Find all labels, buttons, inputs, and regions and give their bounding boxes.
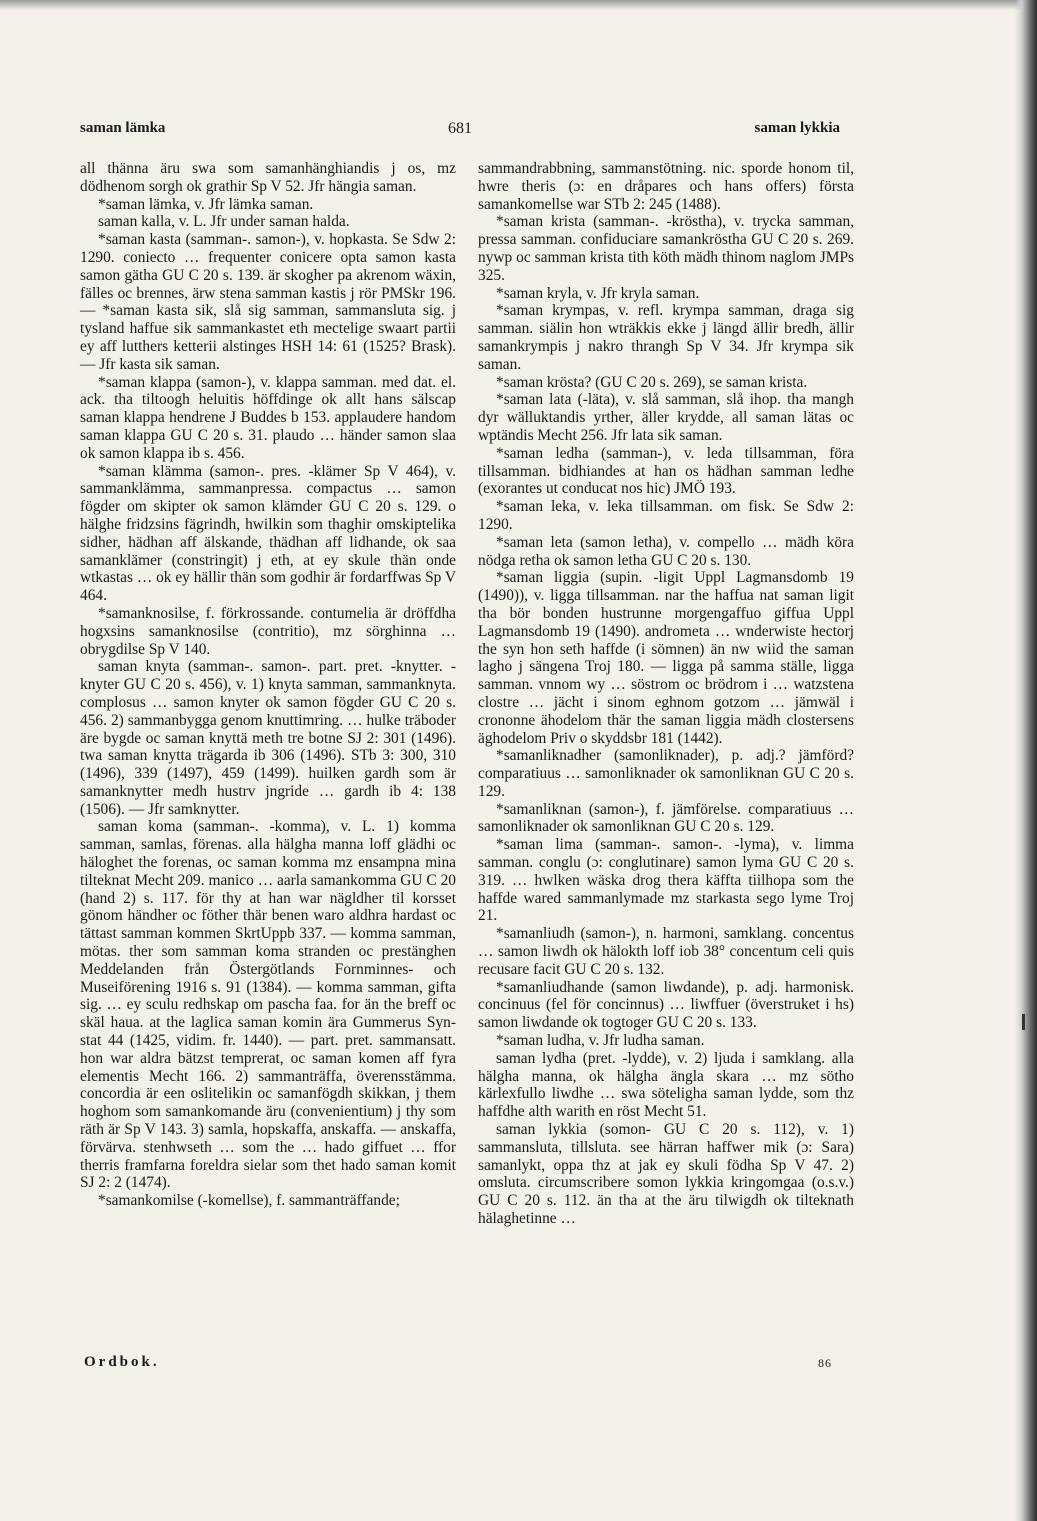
dictionary-entry: *saman lämka, v. Jfr lämka saman. [98, 195, 314, 213]
page-top-edge [0, 0, 1037, 10]
dictionary-entry: *saman leta (samon letha), v. compello … mädh köra nödga retha ok samon letha GU C 20 s. 130. [478, 533, 854, 569]
dictionary-entry: saman knyta (samman-. samon-. part. pret. -knytter. -knyter GU C 20 s. 456), v. 1) knyta samman, sammanknyta. complosus … samon knyter ok samon fögder GU C 20 s. 456. 2) sammanbygga genom knuttimring. … hulke träboder äre bygde oc saman knyttä meth tre botne SJ 2: 301 (1496). twa saman knytta trägarda ib 306 (1496). STb 3: 300, 310 (1496), 339 (1497), 459 (1499). huilken gardh som är samanknytter medh hustrv jngride … gardh ib 4: 138 (1506). — Jfr samknytter. [80, 658, 456, 818]
header-right-catchword: saman lykkia [754, 120, 840, 136]
dictionary-entry: *saman ludha, v. Jfr ludha saman. [496, 1032, 705, 1050]
dictionary-entry: *saman krösta? (GU C 20 s. 269), se saman krista. [496, 373, 808, 391]
dictionary-entry: *saman krista (samman-. -kröstha), v. trycka samman, pressa samman. confiduciare samankröstha GU C 20 s. 269. nywp oc samman krista tith köth mädh thinom naglom JMPs 325. [478, 213, 854, 284]
header-left-catchword: saman lämka [80, 120, 166, 136]
dictionary-entry: *saman leka, v. leka tillsamman. om fisk. Se Sdw 2: 1290. [478, 498, 854, 533]
dictionary-entry: *saman ledha (samman-), v. leda tillsamman, föra tillsamman. bidhiandes at han os hädhan samman ledhe (exorantes ut conducat nos hic) JMÖ 193. [478, 444, 854, 498]
dictionary-entry: saman kalla, v. L. Jfr under saman halda. [98, 213, 350, 231]
scan-speck [1022, 1014, 1025, 1030]
dictionary-entry: sammandrabbning, sammanstötning. nic. sporde honom til, hwre theris (ɔ: en dråpares och hans offers) första samankomellse war STb 2: 245 (1488). [478, 160, 854, 213]
dictionary-entry: *saman liggia (supin. -ligit Uppl Lagmansdomb 19 (1490)), v. ligga tillsamman. nar the haffua nat saman ligit tha bör bonden hustrunne morgengaffuo giffua Uppl Lagmansdomb 19 (1490). andrometa … wnderwiste hectorj the syn hon seth haffde (i sömnen) än nw wiid the saman lagho j sängena Troj 180. — ligga på samma ställe, ligga samman. vnnom wy … söstrom oc brödrom i … watzstena clostre … jächt i sinom eghnom gotzom … jämwäl i crononne ähodelom thär the saman liggia mädh clostersens äghodelom Priv o skyddsbr 181 (1442). [478, 569, 854, 747]
dictionary-entry: *samanliknadher (samonliknader), p. adj.? jämförd? comparatiuus … samonliknader ok samonliknan GU C 20 s. 129. [478, 747, 854, 800]
dictionary-entry: *saman kryla, v. Jfr kryla saman. [496, 284, 700, 302]
dictionary-entry: *saman klappa (samon-), v. klappa samman. med dat. el. ack. tha tiltoogh heluitis höffdinge ok allt hans sälscap saman klappa hendrene J Buddes b 153. applaudere handom saman klappa GU C 20 s. 31. plaudo … händer samon slaa ok samon klappa ib s. 456. [80, 373, 456, 462]
dictionary-entry: *samanliudhande (samon liwdande), p. adj. harmonisk. concinuus (fel för concinnus) … liwffuer (överstruket i hs) samon liwdande ok togtoger GU C 20 s. 133. [478, 978, 854, 1032]
dictionary-entry: *saman krympas, v. refl. krympa samman, draga sig samman. siälin hon wträkkis ekke j längd ällir bredh, ällir samankrympis j nakro thrangh Sp V 34. Jfr krympa sik saman. [478, 302, 854, 373]
dictionary-entry: *samankomilse (-komellse), f. sammanträffande; [98, 1192, 400, 1210]
left-column [80, 160, 456, 1210]
dictionary-entry: *saman lima (samman-. samon-. -lyma), v. limma samman. conglu (ɔ: conglutinare) samon lyma GU C 20 s. 319. … hwlken wäska drog thera käffta tiilhopa som the haffde wared sammanlymade mz starkasta sego lyme Troj 21. [478, 836, 854, 925]
dictionary-entry: saman lykkia (somon- GU C 20 s. 112), v. 1) sammansluta, tillsluta. see härran haffwer mik (ɔ: Sara) samanlykt, oppa thz at jak ey skuli födha Sp V 47. 2) omsluta. circumscribere somon lykkia kringomgaa (o.s.v.) GU C 20 s. 112. än tha at the äru tilwigdh ok tilteknath hälaghetinne … [478, 1121, 854, 1228]
dictionary-entry: *saman kasta (samman-. samon-), v. hopkasta. Se Sdw 2: 1290. coniecto … frequenter conicere opta samon kasta samon gätha GU C 20 s. 139. är skogher pa akrenom wäxin, fälles oc brennes, ärw stena samman kastis j rör PMSkr 196. — *saman kasta sik, slå sig samman, sammansluta sig. j tysland haffue sik sammankastet eth mectelige swaart partii ey aff lutthers ketterii alstinges HSH 14: 61 (1525? Brask). — Jfr kasta sik saman. [80, 231, 456, 373]
signature-number: 86 [818, 1356, 832, 1370]
page-number: 681 [448, 120, 472, 137]
running-header [80, 120, 840, 142]
dictionary-entry: *samanliudh (samon-), n. harmoni, samklang. concentus … samon liwdh ok hälokth loff iob 38° concentum celi quis recusare facit GU C 20 s. 132. [478, 925, 854, 978]
dictionary-entry: saman lydha (pret. -lydde), v. 2) ljuda i samklang. alla hälgha manna, ok hälgha ängla skara … mz sötho kärlexfullo liwdhe … swa söteligha saman lydde, som thz haffdhe alth warith en röst Mecht 51. [478, 1049, 854, 1121]
dictionary-entry: *samanknosilse, f. förkrossande. contumelia är dröffdha hogxsins samanknosilse (contritio), mz sörghinna … obrygdilse Sp V 140. [80, 604, 456, 658]
dictionary-entry: *samanliknan (samon-), f. jämförelse. comparatiuus … samonliknader ok samonliknan GU C 20 s. 129. [478, 800, 854, 836]
dictionary-entry: saman koma (samman-. -komma), v. L. 1) komma samman, samlas, förenas. alla hälgha manna loff glädhi oc häloghet the forenas, oc saman komma mz ensampna mina tilteknat Mecht 209. manico … aarla samankomma GU C 20 (hand 2) s. 117. för thy at han war nägldher til korsset gönom händher oc föther thär benen waro aldhra hardast oc tättast samman kommen SkrtUppb 337. — komma samman, mötas. ther som samman koma stranden oc prestänghen Meddelanden från Östergötlands Fornminnes- och Museiförening 1916 s. 91 (1384). — komma samman, gifta sig. … ey sculu redhskap om pascha faa. for än the breff oc skäl haua. at the laglica saman komin ära Gummerus Syn-stat 44 (1425, vidim. fr. 1440). — part. pret. sammansatt. hon war aldra bätzst temprerat, oc saman komen aff fyra elementis Mecht 166. 2) sammanträffa, överensstämma. concordia är een oslitelikin oc samanfögdh skikkan, j them hoghom som samankomande äru (convenientium) j thy som räth är Sp V 143. 3) samla, hopskaffa, anskaffa. — anskaffa, förvärva. stenhwseth … som the … hado giffuet … ffor therris framfarna foreldra sielar som thet hado saman komit SJ 2: 2 (1474). [80, 818, 456, 1192]
dictionary-entry: all thänna äru swa som samanhänghiandis j os, mz dödhenom sorgh ok grathir Sp V 52. Jfr hängia saman. [80, 160, 456, 195]
page-binding-shadow [1015, 0, 1037, 1521]
right-column [478, 160, 854, 1228]
printer-signature: Ordbok. [84, 1354, 160, 1370]
dictionary-entry: *saman lata (-läta), v. slå samman, slå ihop. tha mangh dyr wälluktandis yrther, äller krydde, all saman lätas oc wptändis Mecht 256. Jfr lata sik saman. [478, 391, 854, 444]
dictionary-entry: *saman klämma (samon-. pres. -klämer Sp V 464), v. sammanklämma, sammanpressa. compactus … samon fögder om skipter ok samon klämder GU C 20 s. 129. o hälghe fridzsins fägrindh, hwilkin som thaghir omskiptelika sidher, hädhan aff älskande, thädhan aff lidhande, ok saa samanklämer (constringit) j eth, at ey skule thän onde wtkastas … ok ey hällir thän som godhir är fordarffwas Sp V 464. [80, 462, 457, 605]
